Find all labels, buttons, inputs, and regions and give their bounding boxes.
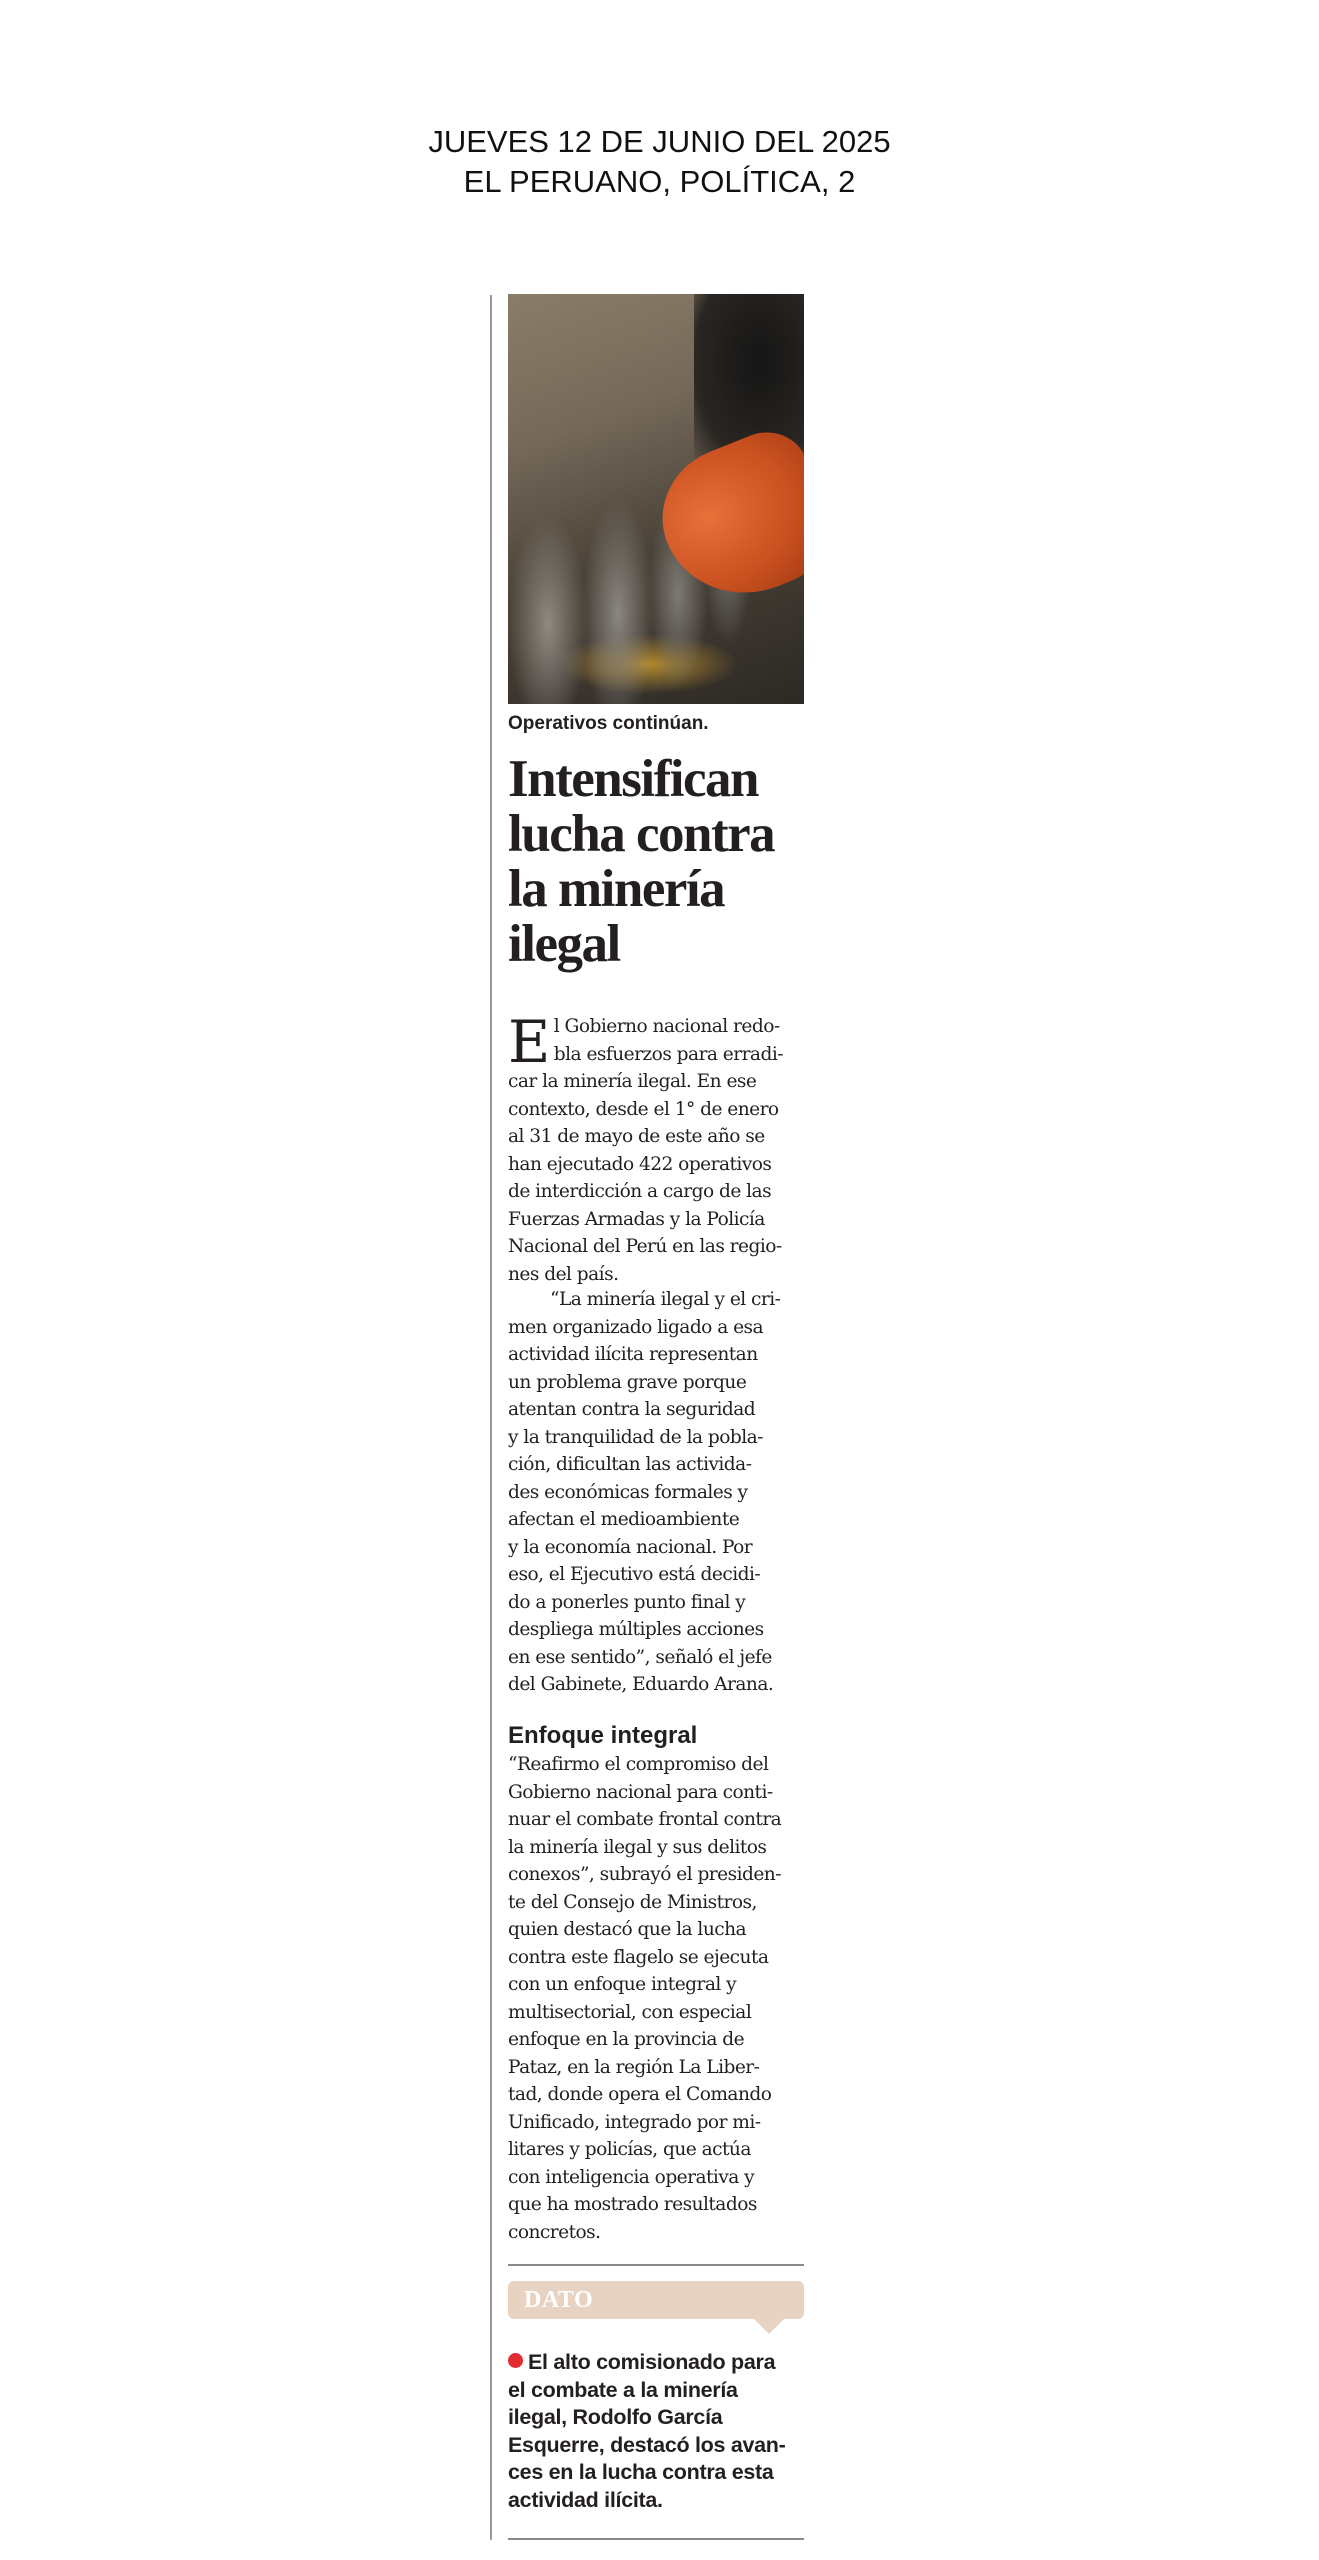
subheading: Enfoque integral xyxy=(508,1722,698,1749)
dato-label: DATO xyxy=(508,2281,804,2319)
source-line: EL PERUANO, POLÍTICA, 2 xyxy=(463,164,856,199)
date-line: JUEVES 12 DE JUNIO DEL 2025 xyxy=(428,124,891,159)
headline xyxy=(508,752,804,972)
paragraph-2-text: “La minería ilegal y el cri- men organizado ligado a esa actividad ilícita representan un problema grave porque atentan contra la seguridad y la tranquilidad de la pobla- ción, dificultan las activida- des económicas formales y afectan el medioambiente y la economía nacional. Por eso, el Ejecutivo está decidi- do a ponerles punto final y despliega múltiples acciones en ese sentido”, señaló el jefe del Gabinete, Eduardo Arana. xyxy=(508,1289,781,1695)
headline-line: la minería xyxy=(508,860,725,918)
dato-top-rule xyxy=(508,2264,804,2266)
bullet-icon xyxy=(508,2353,523,2368)
photo-caption: Operativos continúan. xyxy=(508,713,709,734)
paragraph-3-text: “Reafirmo el compromiso del Gobierno nacional para conti- nuar el combate frontal contra la minería ilegal y sus delitos conexos”, subrayó el presiden- te del Consejo de Ministros, quien destacó que la lucha contra este flagelo se ejecuta con un enfoque integral y multisectorial, con especial enfoque en la provincia de Pataz, en la región La Liber- tad, donde opera el Comando Unificado, integrado por mi- litares y policías, que actúa con inteligencia operativa y que ha mostrado resultados concretos. xyxy=(508,1754,782,2243)
orange-tube xyxy=(642,419,804,618)
paragraph-1 xyxy=(508,1008,804,1288)
dato-body: El alto comisionado para el combate a la minería ilegal, Rodolfo García Esquerre, destacó los avan- ces en la lucha contra esta actividad ilícita. xyxy=(508,2350,786,2512)
dato-bottom-rule xyxy=(508,2538,804,2540)
paragraph-3 xyxy=(508,1751,804,2246)
headline-line: lucha contra xyxy=(508,805,775,863)
headline-line: Intensifican xyxy=(508,750,758,808)
paragraph-1-text: El Gobierno nacional redo- bla esfuerzos para erradi- car la minería ilegal. En ese contexto, desde el 1° de enero al 31 de mayo de este año se han ejecutado 422 operativos de interdicción a cargo de las Fuerzas Armadas y la Policía Nacional del Perú en las regio- nes del país. xyxy=(508,1008,783,1285)
article-photo xyxy=(508,294,804,704)
headline-line: ilegal xyxy=(508,915,620,973)
column-rule xyxy=(490,295,492,2540)
page-header xyxy=(0,122,1319,202)
dato-text xyxy=(508,2349,804,2515)
dato-tail xyxy=(753,2318,785,2334)
paragraph-2 xyxy=(508,1286,804,1699)
